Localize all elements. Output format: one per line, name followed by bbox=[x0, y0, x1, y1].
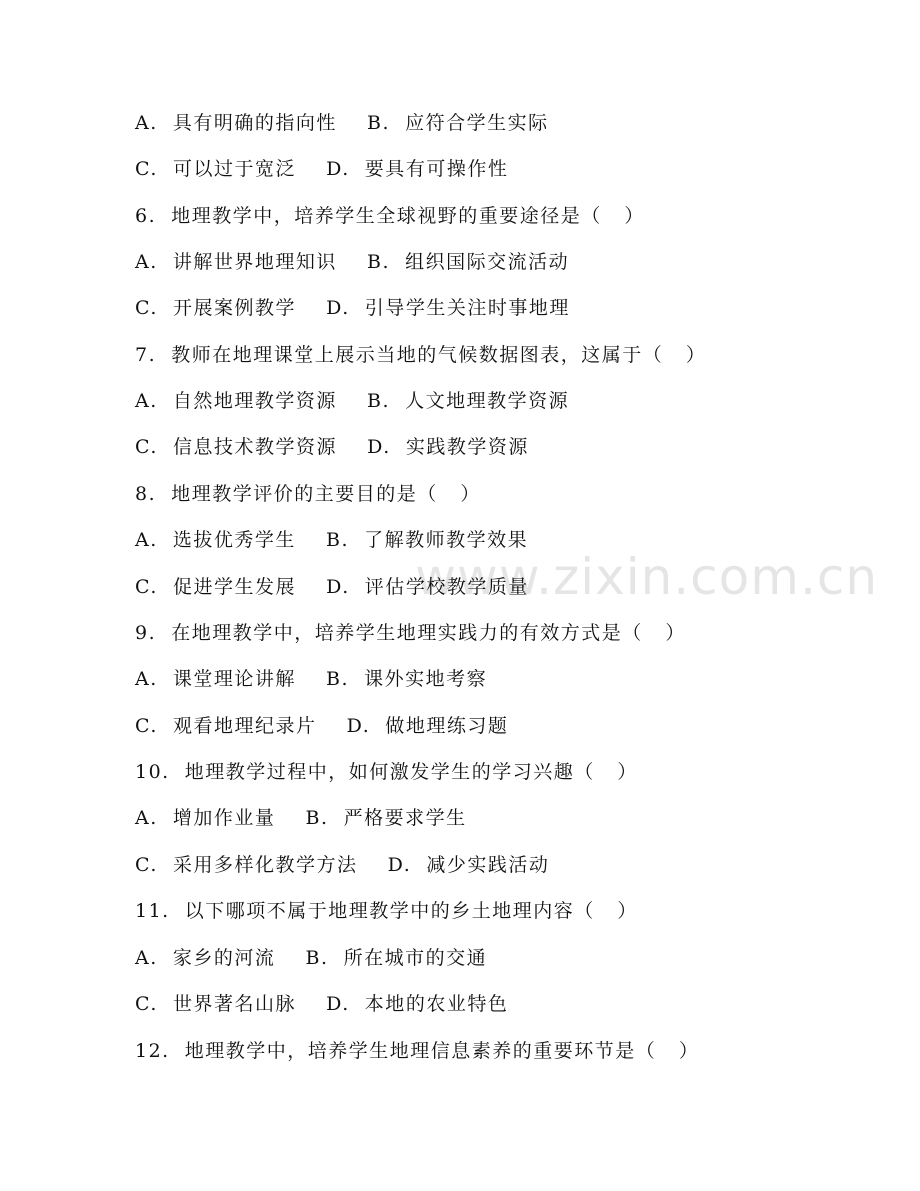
question-10: 10. 地理教学过程中，如何激发学生的学习兴趣（ ） bbox=[135, 761, 638, 783]
option-line: A. 自然地理教学资源 B. 人文地理教学资源 bbox=[135, 390, 570, 412]
question-8: 8. 地理教学评价的主要目的是（ ） bbox=[135, 483, 481, 505]
question-11: 11. 以下哪项不属于地理教学中的乡土地理内容（ ） bbox=[135, 900, 638, 922]
option-line: A. 选拔优秀学生 B. 了解教师教学效果 bbox=[135, 529, 529, 551]
option-line: C. 世界著名山脉 D. 本地的农业特色 bbox=[135, 993, 509, 1015]
option-line: C. 信息技术教学资源 D. 实践教学资源 bbox=[135, 436, 529, 458]
option-line: A. 课堂理论讲解 B. 课外实地考察 bbox=[135, 668, 488, 690]
option-line: C. 采用多样化教学方法 D. 减少实践活动 bbox=[135, 854, 550, 876]
question-12: 12. 地理教学中，培养学生地理信息素养的重要环节是（ ） bbox=[135, 1040, 700, 1062]
option-line: A. 家乡的河流 B. 所在城市的交通 bbox=[135, 947, 488, 969]
option-line: A. 具有明确的指向性 B. 应符合学生实际 bbox=[135, 112, 549, 134]
option-line: A. 讲解世界地理知识 B. 组织国际交流活动 bbox=[135, 251, 570, 273]
option-line: C. 开展案例教学 D. 引导学生关注时事地理 bbox=[135, 297, 570, 319]
option-line: C. 观看地理纪录片 D. 做地理练习题 bbox=[135, 715, 509, 737]
watermark: www.zixin.com.cn bbox=[415, 548, 879, 606]
question-9: 9. 在地理教学中，培养学生地理实践力的有效方式是（ ） bbox=[135, 622, 686, 644]
question-6: 6. 地理教学中，培养学生全球视野的重要途径是（ ） bbox=[135, 205, 645, 227]
option-line: C. 可以过于宽泛 D. 要具有可操作性 bbox=[135, 158, 509, 180]
option-line: C. 促进学生发展 D. 评估学校教学质量 bbox=[135, 576, 529, 598]
question-7: 7. 教师在地理课堂上展示当地的气候数据图表，这属于（ ） bbox=[135, 344, 707, 366]
option-line: A. 增加作业量 B. 严格要求学生 bbox=[135, 807, 467, 829]
